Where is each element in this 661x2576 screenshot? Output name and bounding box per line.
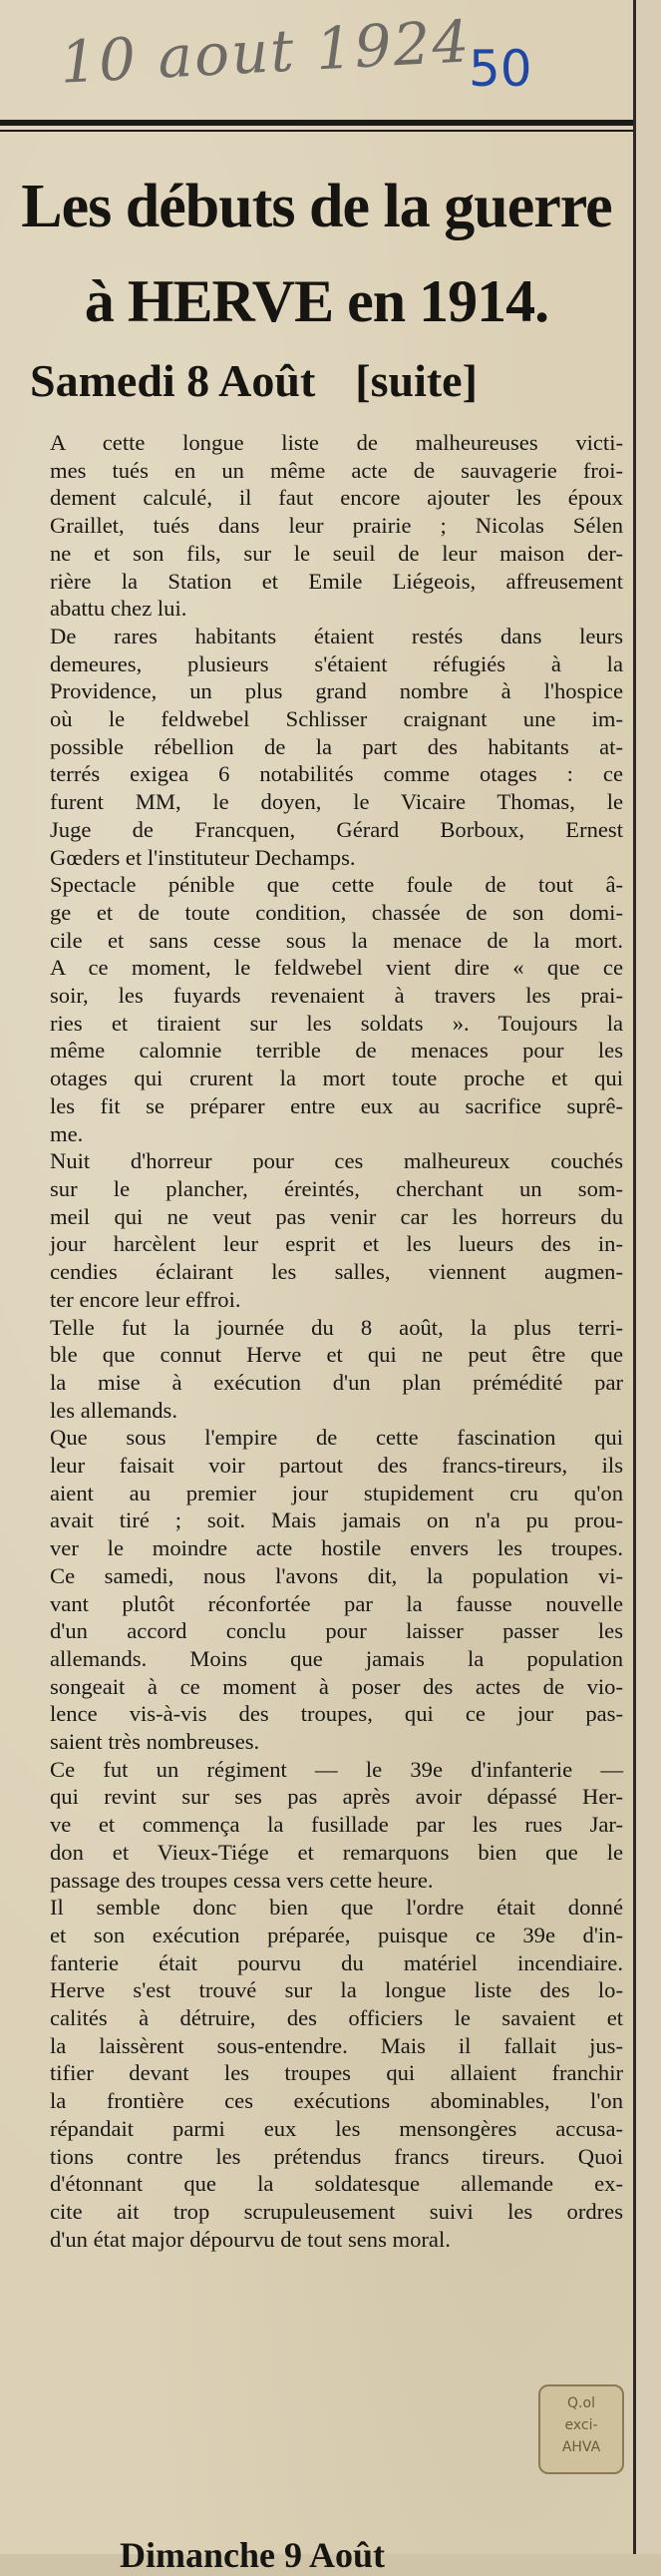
article-line: où le feldwebel Schlisser craignant une im- (50, 706, 623, 732)
article-line: Que sous l'empire de cette fascination qui (50, 1425, 623, 1451)
article-line: d'un état major dépourvu de tout sens moral. (50, 2226, 451, 2252)
article-line: Ce fut un régiment — le 39e d'infanterie — (50, 1756, 623, 1782)
article-line: calités à détruire, des officiers le savaient et (50, 2005, 623, 2031)
article-line: soir, les fuyards revenaient à travers les prai- (50, 983, 623, 1009)
article-line: répandait parmi eux les mensongères accusa- (50, 2115, 623, 2141)
subheadline (30, 354, 478, 407)
article-line: Spectacle pénible que cette foule de tout â- (50, 872, 623, 898)
article-line: ve et commença la fusillade par les rues Jar- (50, 1812, 623, 1838)
article-paragraph (20, 871, 623, 1147)
article-line: la laissèrent sous-entendre. Mais il fallait jus- (50, 2032, 623, 2058)
article-paragraph (20, 1314, 623, 1425)
page-margin-strip (633, 0, 661, 2554)
article-line: tifier devant les troupes qui allaient franchir (50, 2060, 623, 2086)
headline-line-1: Les débuts de la guerre (21, 173, 612, 240)
article-line: Herve s'est trouvé sur la longue liste des lo- (50, 1977, 623, 2003)
article-line: saient très nombreuses. (50, 1729, 260, 1755)
article-line: ver le moindre acte hostile envers les troupes. (50, 1535, 623, 1561)
article-paragraph (20, 623, 623, 871)
article-line: avait tiré ; soit. Mais jamais on n'a pu prou- (50, 1507, 623, 1533)
article-line: terrés exigea 6 notabilités comme otages : ce (50, 761, 623, 787)
article-line: leur faisait voir partout des francs-tireurs, ils (50, 1453, 623, 1479)
article-line: et son exécution préparée, puisque ce 39e d'in- (50, 1922, 623, 1947)
article-paragraph (20, 1424, 623, 1755)
next-section-heading: Dimanche 9 Août (120, 2535, 386, 2575)
stamp-line: exci- (564, 2417, 598, 2433)
article-line: Il semble donc bien que l'ordre était donné (50, 1895, 623, 1921)
article-line: ter encore leur effroi. (50, 1286, 241, 1312)
article-line: ge et de toute condition, chassée de son domi- (50, 899, 623, 925)
handwritten-date: 10 aout 1924 (58, 7, 473, 97)
article-line: les allemands. (50, 1397, 177, 1423)
article-line: mes tués en un même acte de sauvagerie froi- (50, 457, 623, 483)
article-line: lence vis-à-vis des troupes, qui ce jour pas- (50, 1701, 623, 1727)
article-line: ries et tiraient sur les soldats ». Toujours la (50, 1010, 623, 1036)
article-line: possible rébellion de la part des habitants at- (50, 733, 623, 759)
article-line: d'étonnant que la soldatesque allemande ex- (50, 2171, 623, 2197)
stamp-line: AHVA (561, 2439, 601, 2455)
article-line: cile et sans cesse sous la menace de la mort. (50, 927, 623, 953)
article-line: les fit se préparer entre eux au sacrifice suprê- (50, 1092, 623, 1118)
article-paragraph (20, 1756, 623, 1895)
archive-stamp (538, 2384, 624, 2474)
article-line: rière la Station et Emile Liégeois, affreusement (50, 568, 623, 594)
header-rule-thin (0, 130, 633, 132)
article-line: passage des troupes cessa vers cette heure. (50, 1867, 434, 1893)
subheadline-suite: [suite] (355, 355, 478, 406)
article-line: furent MM, le doyen, le Vicaire Thomas, le (50, 789, 623, 815)
article-body (20, 429, 623, 2253)
article-line: la mise à exécution d'un plan prémédité par (50, 1369, 623, 1395)
article-line: ne et son fils, sur le seuil de leur maison der- (50, 540, 623, 566)
article-line: Telle fut la journée du 8 août, la plus terri- (50, 1314, 623, 1340)
article-line: Ce samedi, nous l'avons dit, la population vi- (50, 1562, 623, 1588)
article-line: cendies éclairant les salles, viennent augmen- (50, 1259, 623, 1285)
article-paragraph (20, 1894, 623, 2253)
article-line: meil qui ne veut pas venir car les horreurs du (50, 1203, 623, 1229)
article-line: dement calculé, il faut encore ajouter les époux (50, 485, 623, 511)
article-line: me. (50, 1120, 84, 1146)
article-line: De rares habitants étaient restés dans leurs (50, 623, 623, 648)
article-line: jour harcèlent leur esprit et les lueurs des in- (50, 1231, 623, 1257)
article-line: A ce moment, le feldwebel vient dire « que ce (50, 955, 623, 981)
article-line: Graillet, tués dans leur prairie ; Nicolas Sélen (50, 513, 623, 539)
article-line: Nuit d'horreur pour ces malheureux couchés (50, 1148, 623, 1174)
article-line: don et Vieux-Tiége et remarquons bien que le (50, 1839, 623, 1865)
article-line: Providence, un plus grand nombre à l'hospice (50, 678, 623, 704)
stamp-line: Q.ol (567, 2395, 595, 2411)
article-line: sur le plancher, éreintés, cherchant un som- (50, 1175, 623, 1201)
header-rule (0, 120, 633, 126)
article-line: songeait à ce moment à poser des actes de vio- (50, 1673, 623, 1699)
article-line: même calomnie terrible de menaces pour les (50, 1038, 623, 1064)
article-line: cite ait trop scrupuleusement suivi les ordres (50, 2199, 623, 2224)
page-number: 50 (469, 40, 532, 98)
article-line: A cette longue liste de malheureuses victi- (50, 430, 623, 455)
article-line: Gœders et l'instituteur Dechamps. (50, 844, 356, 870)
article-line: ble que connut Herve et qui ne peut être que (50, 1342, 623, 1368)
article-line: d'un accord conclu pour laisser passer les (50, 1618, 623, 1644)
article-paragraph (20, 1147, 623, 1313)
headline-line-2: à HERVE en 1914. (84, 268, 549, 334)
article-line: la frontière ces exécutions abominables, l'on (50, 2088, 623, 2114)
article-line: vant plutôt réconfortée par la fausse nouvelle (50, 1590, 623, 1616)
article-line: qui revint sur ses pas après avoir dépassé Her- (50, 1784, 623, 1810)
article-line: allemands. Moins que jamais la population (50, 1645, 623, 1671)
subheadline-date: Samedi 8 Août (30, 355, 316, 406)
article-line: fanterie était pourvu du matériel incendiaire. (50, 1949, 623, 1975)
article-line: aient au premier jour stupidement cru qu'on (50, 1480, 623, 1505)
article-line: tions contre les prétendus francs tireurs. Quoi (50, 2143, 623, 2169)
article-line: abattu chez lui. (50, 596, 187, 622)
article-paragraph (20, 429, 623, 623)
article-line: Juge de Francquen, Gérard Borboux, Ernest (50, 816, 623, 842)
article-line: demeures, plusieurs s'étaient réfugiés à la (50, 650, 623, 676)
article-line: otages qui crurent la mort toute proche et qui (50, 1066, 623, 1091)
